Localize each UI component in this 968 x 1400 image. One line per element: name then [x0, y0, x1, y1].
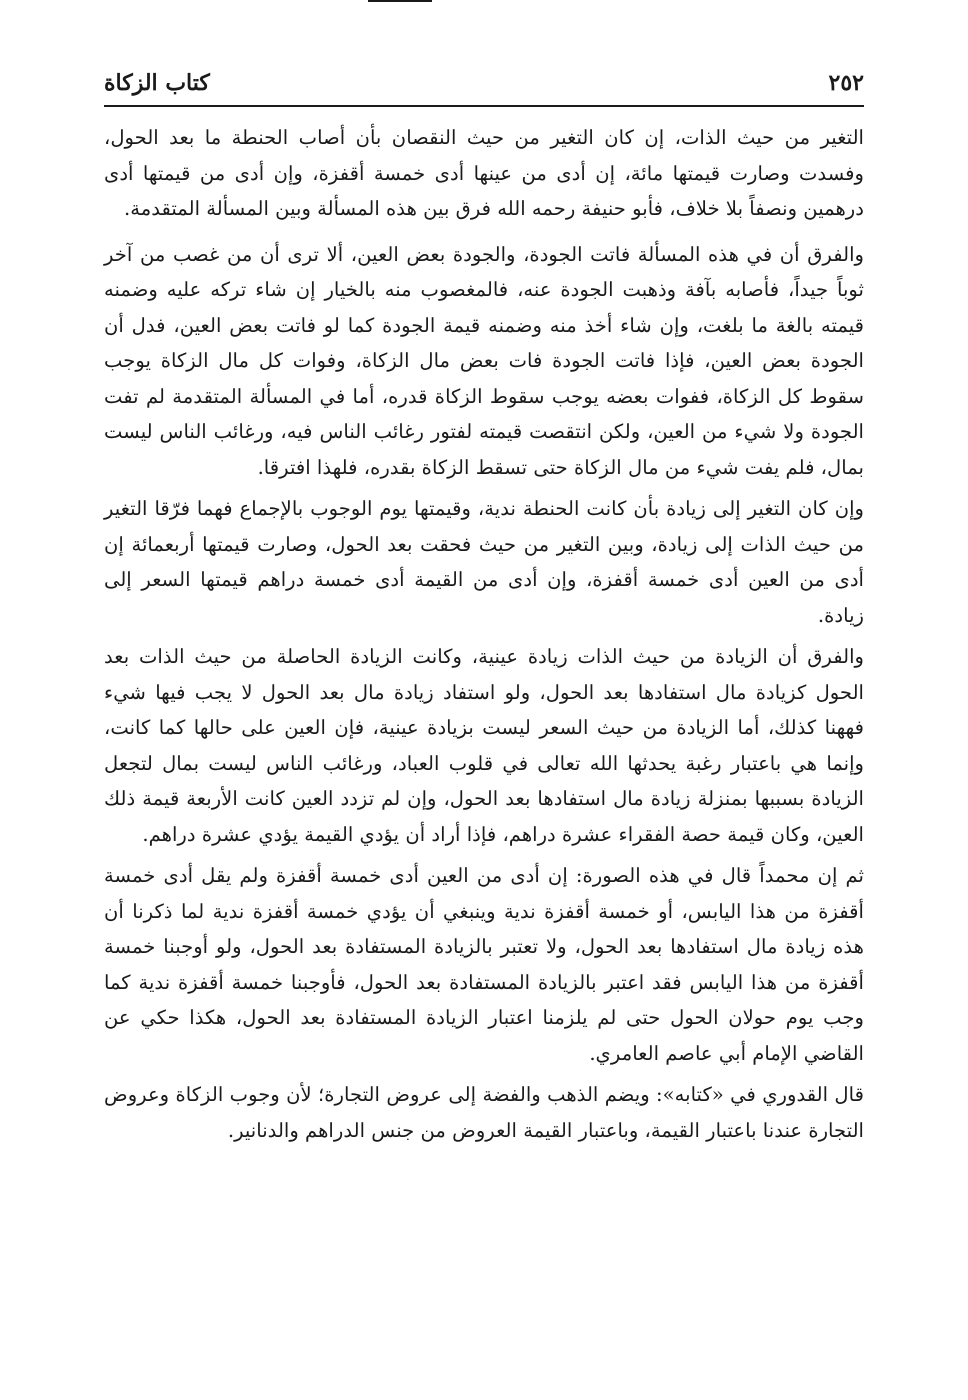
running-title: كتاب الزكاة	[104, 70, 210, 96]
paragraph-3: وإن كان التغير إلى زيادة بأن كانت الحنطة ندية، وقيمتها يوم الوجوب بالإجماع فهما فرّقا التغير من حيث الذات إلى زيادة، وبين التغير من حيث فحقت بعد الحول، وصارت قيمتها أربعمائة إن أدى من العين أدى خمسة أقفزة، وإن أدى من القيمة أدى خمسة دراهم قيمتها السعر إلى زيادة.	[104, 497, 864, 627]
running-head	[104, 68, 864, 108]
paragraph-1: التغير من حيث الذات، إن كان التغير من حيث النقصان بأن أصاب الحنطة ما بعد الحول، وفسدت وصارت قيمتها مائة، إن أدى من عينها أدى خمسة أقفزة، وإن أدى من قيمتها أدى درهمين ونصفاً بلا خلاف، فأبو حنيفة رحمه الله فرق بين هذه المسألة وبين المسألة المتقدمة.	[104, 126, 864, 220]
top-edge-mark	[368, 0, 432, 2]
header-rule	[104, 105, 864, 107]
paragraph-5: ثم إن محمداً قال في هذه الصورة: إن أدى من العين أدى خمسة أقفزة ولم يقل أدى خمسة أقفزة من هذا اليابس، أو خمسة أقفزة ندية وينبغي أن يؤدي خمسة أقفزة ندية لما ذكرنا أن هذه زيادة مال استفادها بعد الحول، ولا تعتبر بالزيادة المستفادة بعد الحول، ولو أوجبنا خمسة أقفزة من هذا اليابس فقد اعتبر بالزيادة المستفادة بعد الحول، فأوجبنا خمسة أقفزة ندية كما وجب يوم حولان الحول حتى لم يلزمنا اعتبار الزيادة المستفادة بعد الحول، هكذا حكي عن القاضي الإمام أبي عاصم العامري.	[104, 864, 864, 1065]
text-body	[104, 120, 864, 1148]
paragraph-4: والفرق أن الزيادة من حيث الذات زيادة عينية، وكانت الزيادة الحاصلة من حيث الذات بعد الحول كزيادة مال استفادها بعد الحول، ولو استفاد زيادة مال بعد الحول لا يجب فيها شيء فههنا كذلك، أما الزيادة من حيث السعر ليست بزيادة عينية، فإن العين على حالها كما كانت، وإنما هي باعتبار رغبة يحدثها الله تعالى في قلوب العباد، ورغائب الناس ليست بمال لتجعل الزيادة بسببها بمنزلة زيادة مال استفادها بعد الحول، وإن لم تزدد العين كانت الأربعة قيمة ذلك العين، وكان قيمة حصة الفقراء عشرة دراهم، فإذا أراد أن يؤدي القيمة يؤدي عشرة دراهم.	[104, 645, 864, 846]
paragraph-6: قال القدوري في «كتابه»: ويضم الذهب والفضة إلى عروض التجارة؛ لأن وجوب الزكاة وعروض التجارة عندنا باعتبار القيمة، وباعتبار القيمة العروض من جنس الدراهم والدنانير.	[104, 1083, 864, 1142]
paragraph-2: والفرق أن في هذه المسألة فاتت الجودة، والجودة بعض العين، ألا ترى أن من غصب من آخر ثوباً جيداً، فأصابه بآفة وذهبت الجودة عنه، فالمغصوب منه بالخيار إن شاء تركه عليه وضمنه قيمته بالغة ما بلغت، وإن شاء أخذ منه وضمنه قيمة الجودة كما لو فاتت بعض العين، فدل أن الجودة بعض العين، فإذا فاتت الجودة فات بعض مال الزكاة، وفوات كل مال الزكاة يوجب سقوط كل الزكاة، ففوات بعضه يوجب سقوط الزكاة قدره، أما في المسألة المتقدمة لم تفت الجودة ولا شيء من العين، ولكن انتقصت قيمته لفتور رغائب الناس فيه، ورغائب الناس ليست بمال، فلم يفت شيء من مال الزكاة حتى تسقط الزكاة بقدره، فلهذا افترقا.	[104, 242, 864, 479]
page-number: ٢٥٢	[828, 70, 864, 96]
